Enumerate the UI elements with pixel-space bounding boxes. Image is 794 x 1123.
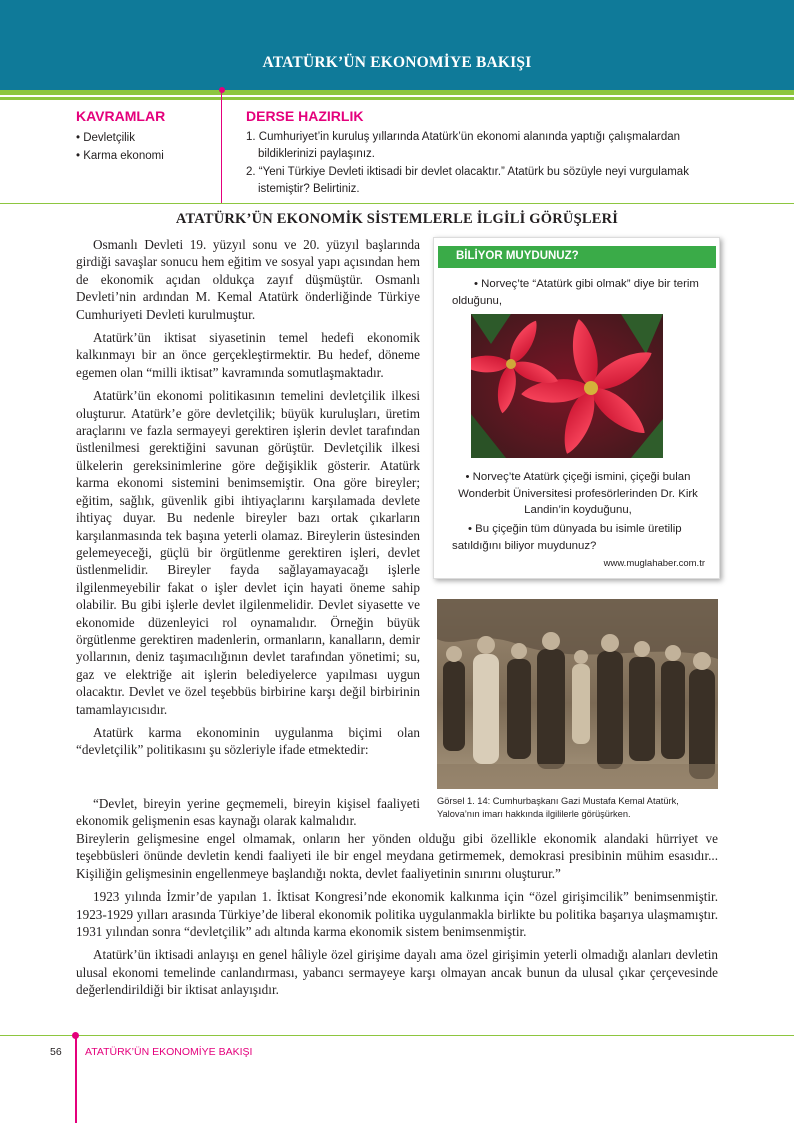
section-title: ATATÜRK’ÜN EKONOMİK SİSTEMLERLE İLGİLİ GÖRÜŞLERİ	[175, 211, 619, 227]
info-source: www.muglahaber.com.tr	[603, 558, 705, 569]
quote-paragraph: “Devlet, bireyin yerine geçmemeli, bireyin kişisel faaliyeti ekonomik gelişmenin esas kaynağı olarak kalmalıdır.	[76, 796, 420, 829]
photo-caption: Görsel 1. 14: Cumhurbaşkanı Gazi Mustafa Kemal Atatürk, Yalova’nın imarı hakkında ilgililerle görüşürken.	[437, 796, 679, 819]
footer-accent-line	[75, 1036, 77, 1123]
full-width-text	[76, 830, 718, 1005]
historical-photo	[437, 599, 718, 789]
kavramlar-list	[76, 129, 216, 165]
body-paragraph: Atatürk karma ekonominin uygulanma biçimi olan “devletçilik” politikasını şu sözleriyle ifade etmektedir:	[76, 724, 420, 758]
kavramlar-panel	[76, 108, 216, 165]
derse-hazirlik-list	[246, 129, 724, 198]
page-number: 56	[50, 1046, 62, 1058]
header-green-rule	[0, 90, 794, 95]
kavramlar-heading: KAVRAMLAR	[76, 108, 166, 124]
kavram-item: • Karma ekonomi	[76, 150, 164, 162]
did-you-know-header	[438, 246, 716, 268]
body-paragraph: Atatürk’ün iktisat siyasetinin temel hedefi ekonomik kalkınmayı bir an önce gerçekleştirmektir. Bu hedef, döneme egemen olan “milli iktisat” kavramında somutlaşmaktadır.	[76, 330, 420, 380]
header-band	[0, 0, 794, 90]
derse-hazirlik-heading: DERSE HAZIRLIK	[246, 108, 364, 124]
hazirlik-question: 1. Cumhuriyet’in kuruluş yıllarında Atatürk’ün ekonomi alanında yaptığı çalışmalardan bildiklerinizi paylaşınız.	[246, 131, 681, 160]
section-divider	[0, 203, 794, 204]
body-paragraph: 1923 yılında İzmir’de yapılan 1. İktisat Kongresi’nde ekonomik kalkınma için “özel girişimcilik” benimsenmiştir. 1923-1929 yılları arasında Türkiye’de liberal ekonomik politika uygulanmakla birlikte bu politika başarıya ulaşmamıştır. 1931 yılından sonra “devletçilik” adı altında karma ekonomik sistem benimsenmiştir.	[76, 889, 718, 940]
body-paragraph: Atatürk’ün iktisadi anlayışı en genel hâliyle özel girişime dayalı ama özel girişimin yeterli olmadığı alanları devletin ulusal ekonomi temelinde canlandırması, yabancı sermayeye karşı olmayan ancak bunun da ulusal çıkar çerçevesinde değerlendirildiği bir iktisat anlayışıdır.	[76, 947, 718, 998]
info-item: • Bu çiçeğin tüm dünyada bu isimle üretilip satıldığını biliyor muydunuz?	[452, 523, 682, 552]
main-column	[76, 236, 420, 765]
poinsettia-image	[471, 314, 663, 458]
body-paragraph: Atatürk’ün ekonomi politikasının temelini devletçilik ilkesi oluşturur. Atatürk’e göre devletçilik; büyük kuruluşları, üretim araçlarını ve fazla sermayeyi gerektiren işlerin devlet tarafından üstlenilmesi gerektiğini savunan görüştür. Devletçilik ilkesi ülkelerin gereksinimlerine göre değişiklik gösterir. Atatürk karma ekonomi sistemini benimsemiştir. Ona göre bireyler; eğitim, sağlık, güvenlik gibi ihtiyaçlarını karşılamada devlete ihtiyaç duyar. Bu nedenle bireyler bazı ortak çıkarların karşılanmasında tek başına yeterli olamaz. Bireylerin üstesinden gelemeyeceği, güçlü bir örgütlenme gerektiren işleri, devlet üstlenmelidir. Bireyler fayda sağlayamayacağı işlerle ilgilenmeyebilir fakat o işler devlet için hayati öneme sahip olabilir. Bu gibi işlerle devlet ilgilenmelidir. Devlet siyasette ve ekonomide düzenleyici rol oynamalıdır. Örneğin büyük örgütlenme gerektiren madenlerin, ormanların, kanalların, demir yollarının, deniz taşımacılığının devlet tarafından yönetimi; su, gaz ve elektriğe ait işlerin belediyelerce yapılması uygun olacaktır. Devlet ve özel teşebbüs birbirine karşı değil birbirinin tamamlayıcısıdır.	[76, 388, 420, 717]
hazirlik-question: 2. “Yeni Türkiye Devleti iktisadi bir devlet olacaktır.” Atatürk bu sözüyle neyi vurgulamak istemiştir? Belirtiniz.	[246, 166, 689, 195]
info-item: • Norveç’te Atatürk çiçeği ismini, çiçeği bulan Wonderbit Üniversitesi profesörlerinden Dr. Kirk Landin’in koyduğunu,	[458, 471, 698, 516]
body-paragraph: Bireylerin gelişmesine engel olmamak, onların her yönden olduğu gibi özellikle ekonomik alandaki hürriyet ve teşebbüsleri önünde devletin kendi faaliyeti ile bir engel meydana getirmemek, demokrasi presibinin mühim esasıdır... Kişiliğin gelişmesinin engellenmeye başlandığı nokta, devlet faaliyetinin sınırını oluşturur.”	[76, 831, 718, 881]
header-green-rule-thin	[0, 97, 794, 100]
kavram-item: • Devletçilik	[76, 132, 135, 144]
footer-accent-dot	[72, 1032, 79, 1039]
derse-hazirlik-panel	[246, 108, 724, 199]
panel-divider	[221, 93, 222, 203]
footer-rule	[0, 1035, 794, 1036]
divider-dot	[219, 87, 225, 93]
info-item: • Norveç’te “Atatürk gibi olmak” diye bir terim olduğunu,	[452, 278, 699, 307]
unit-title: ATATÜRK’ÜN EKONOMİYE BAKIŞI	[262, 54, 532, 71]
did-you-know-heading: BİLİYOR MUYDUNUZ?	[456, 250, 579, 262]
body-paragraph: Osmanlı Devleti 19. yüzyıl sonu ve 20. yüzyıl başlarında girdiği savaşlar sonucu hem eğitim ve sosyal yapı açısından hem de ekonomik açıdan oldukça zayıf düşmüştür. Osmanlı Devleti’nin ardından M. Kemal Atatürk önderliğinde Türkiye Cumhuriyeti Devleti kurulmuştur.	[76, 237, 420, 322]
footer-title: ATATÜRK’ÜN EKONOMİYE BAKIŞI	[85, 1046, 253, 1058]
